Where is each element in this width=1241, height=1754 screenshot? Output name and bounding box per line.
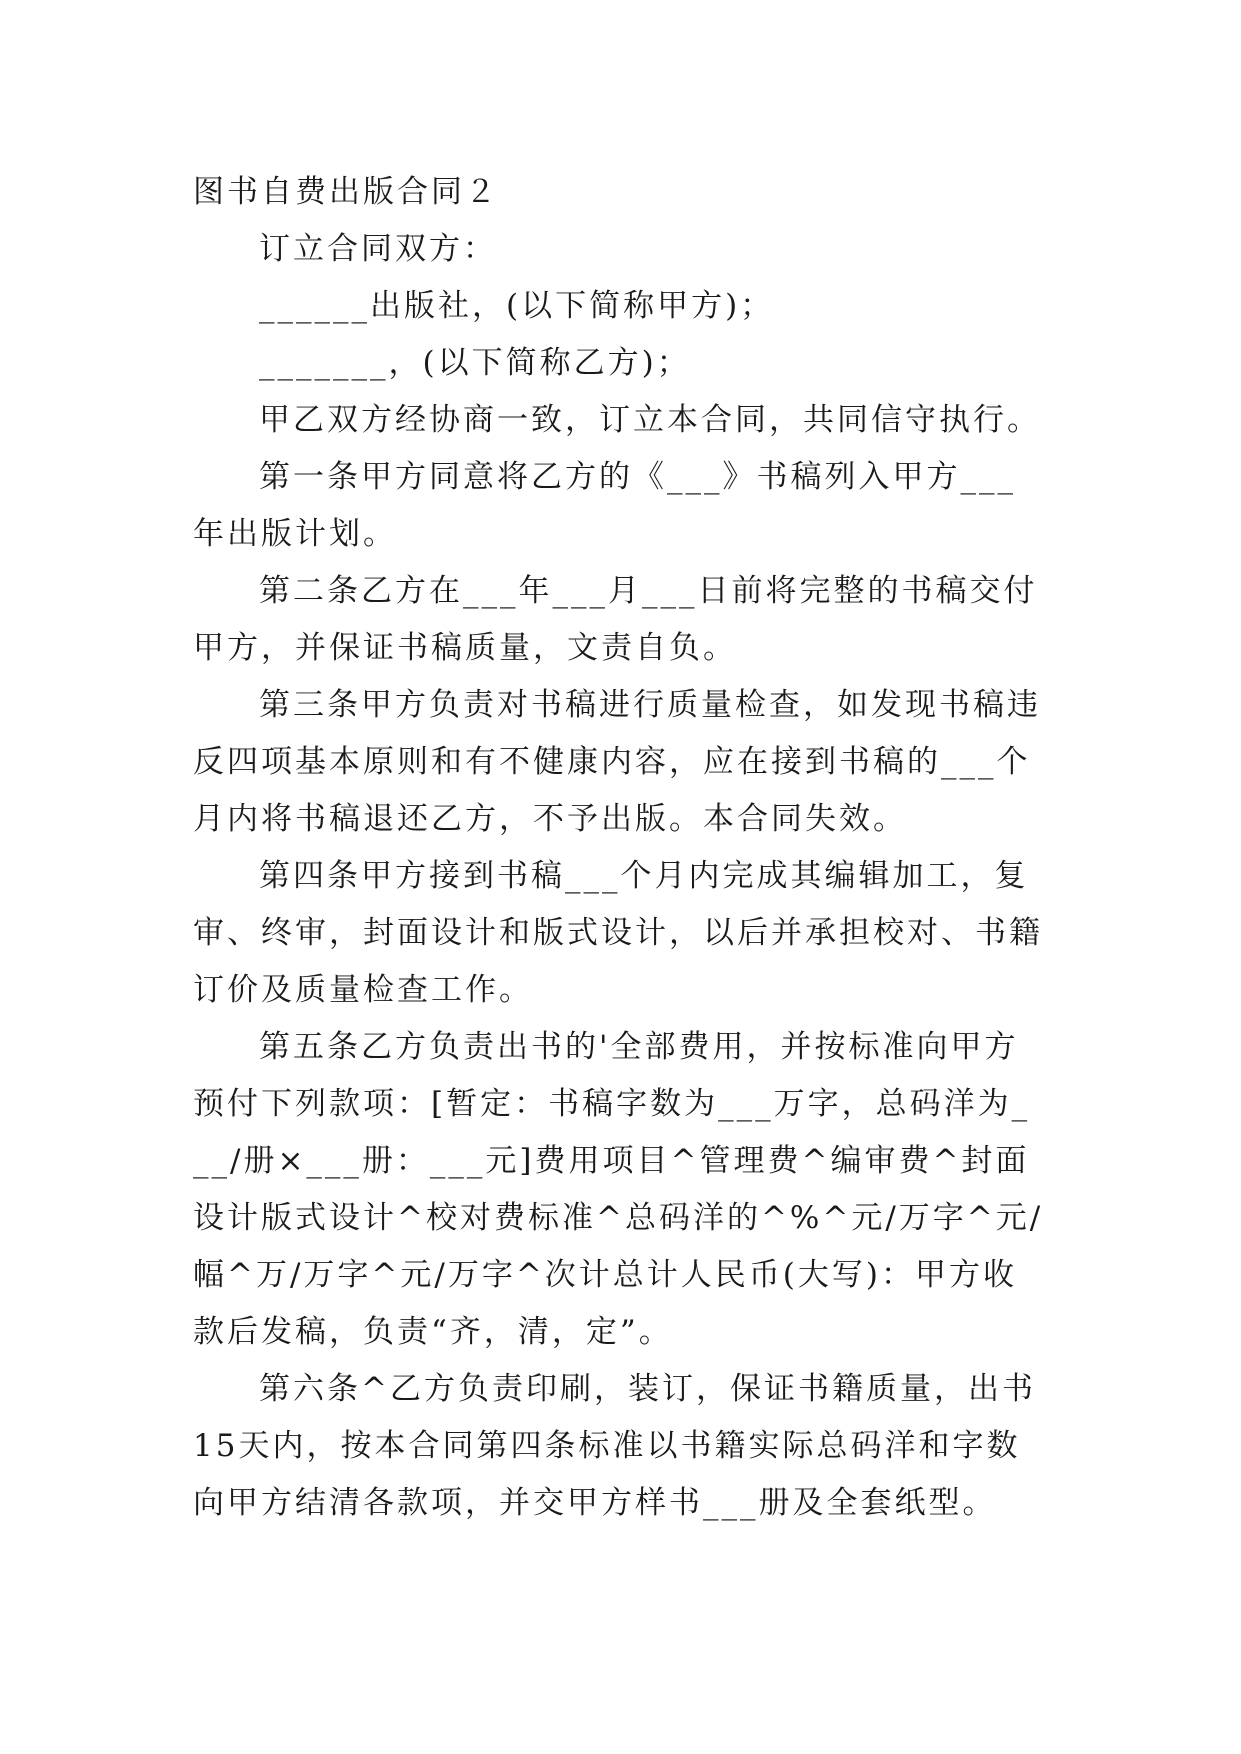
document-body	[193, 163, 1045, 1532]
article-1: 第一条甲方同意将乙方的《___》书稿列入甲方___年出版计划。	[193, 459, 1016, 552]
agreement-statement: 甲乙双方经协商一致，订立本合同，共同信守执行。	[259, 402, 1041, 438]
party-b-line: _______，(以下简称乙方)；	[259, 345, 691, 381]
article-6: 第六条^乙方负责印刷，装订，保证书籍质量，出书15天内，按本合同第四条标准以书籍实际总码洋和字数向甲方结清各款项，并交甲方样书___册及全套纸型。	[193, 1371, 1036, 1521]
document-title: 图书自费出版合同２	[193, 174, 499, 210]
article-4: 第四条甲方接到书稿___个月内完成其编辑加工，复审、终审，封面设计和版式设计，以后并承担校对、书籍订价及质量检查工作。	[193, 858, 1043, 1008]
contract-parties-heading: 订立合同双方：	[259, 231, 497, 267]
article-2: 第二条乙方在___年___月___日前将完整的书稿交付甲方，并保证书稿质量，文责自负。	[193, 573, 1038, 666]
article-3: 第三条甲方负责对书稿进行质量检查，如发现书稿违反四项基本原则和有不健康内容，应在接到书稿的___个月内将书稿退还乙方，不予出版。本合同失效。	[193, 687, 1041, 837]
party-a-line: ______出版社，(以下简称甲方)；	[259, 288, 775, 324]
article-5: 第五条乙方负责出书的'全部费用，并按标准向甲方预付下列款项：[暂定：书稿字数为___万字，总码洋为___/册×___册：___元]费用项目^管理费^编审费^封面设计版式设计^校对费标准^总码洋的^%^元/万字^元/幅^万/万字^元/万字^次计总计人民币(大写)：甲方收款后发稿，负责“齐，清，定”。	[193, 1029, 1044, 1350]
